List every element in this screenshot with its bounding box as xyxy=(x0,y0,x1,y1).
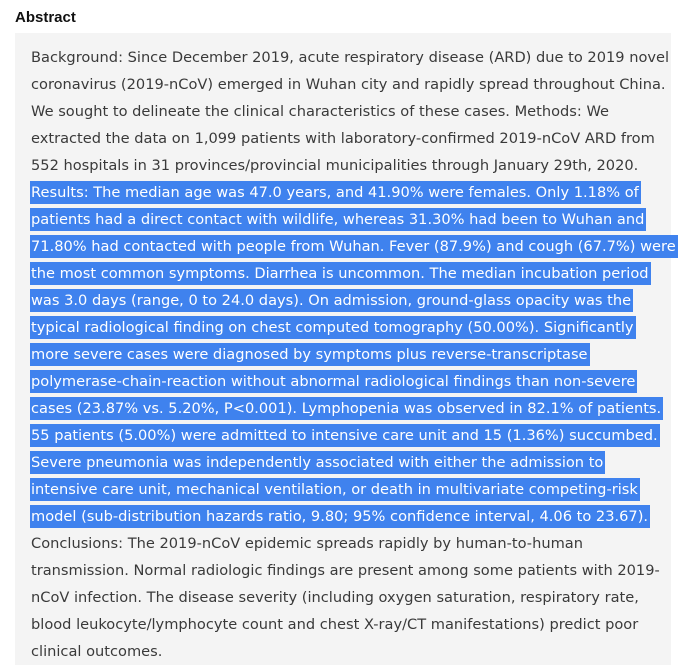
line-text: clinical outcomes. xyxy=(31,643,163,660)
line-text: coronavirus (2019-nCoV) emerged in Wuhan city and rapidly spread throughout China. xyxy=(31,76,666,93)
abstract-line xyxy=(31,530,678,557)
selected-text-line xyxy=(31,233,678,260)
line-text: polymerase-chain-reaction without abnormal radiological findings than non-severe xyxy=(30,370,637,393)
line-text: 55 patients (5.00%) were admitted to intensive care unit and 15 (1.36%) succumbed. xyxy=(30,424,660,447)
selected-text-line xyxy=(31,206,678,233)
selected-text-line xyxy=(31,314,678,341)
line-text: 552 hospitals in 31 provinces/provincial municipalities through January 29th, 2020. xyxy=(31,157,639,174)
line-text: typical radiological finding on chest computed tomography (50.00%). Significantly xyxy=(30,316,636,339)
line-text: transmission. Normal radiologic findings are present among some patients with 2019- xyxy=(31,562,660,579)
selected-text-line xyxy=(31,395,678,422)
selected-text-line xyxy=(31,368,678,395)
line-text: extracted the data on 1,099 patients with laboratory-confirmed 2019-nCoV ARD from xyxy=(31,130,655,147)
line-text: Background: Since December 2019, acute respiratory disease (ARD) due to 2019 novel xyxy=(31,49,670,66)
line-text: intensive care unit, mechanical ventilation, or death in multivariate competing-risk xyxy=(30,478,640,501)
line-text: cases (23.87% vs. 5.20%, P<0.001). Lymphopenia was observed in 82.1% of patients. xyxy=(30,397,663,420)
line-text: patients had a direct contact with wildlife, whereas 31.30% had been to Wuhan and xyxy=(30,208,646,231)
line-text: 71.80% had contacted with people from Wuhan. Fever (87.9%) and cough (67.7%) were xyxy=(30,235,678,258)
line-text: Results: The median age was 47.0 years, and 41.90% were females. Only 1.18% of xyxy=(30,181,641,204)
abstract-line xyxy=(31,125,678,152)
line-text: more severe cases were diagnosed by symptoms plus reverse-transcriptase xyxy=(30,343,590,366)
line-text: nCoV infection. The disease severity (including oxygen saturation, respiratory rate, xyxy=(31,589,639,606)
line-text: Conclusions: The 2019-nCoV epidemic spreads rapidly by human-to-human xyxy=(31,535,583,552)
abstract-line xyxy=(31,611,678,638)
abstract-line xyxy=(31,98,678,125)
abstract-line xyxy=(31,152,678,179)
selected-text-line xyxy=(31,341,678,368)
abstract-line xyxy=(31,71,678,98)
selected-text-line xyxy=(31,287,678,314)
selected-text-line xyxy=(31,179,678,206)
line-text: the most common symptoms. Diarrhea is uncommon. The median incubation period xyxy=(30,262,651,285)
selected-text-line xyxy=(31,260,678,287)
abstract-line xyxy=(31,44,678,71)
abstract-heading: Abstract xyxy=(15,9,76,26)
abstract-line xyxy=(31,584,678,611)
abstract-line xyxy=(31,638,678,665)
selected-text-line xyxy=(31,422,678,449)
line-text: was 3.0 days (range, 0 to 24.0 days). On admission, ground-glass opacity was the xyxy=(30,289,633,312)
line-text: model (sub-distribution hazards ratio, 9.80; 95% confidence interval, 4.06 to 23.67). xyxy=(30,505,650,528)
selected-text-line xyxy=(31,476,678,503)
line-text: Severe pneumonia was independently associated with either the admission to xyxy=(30,451,605,474)
line-text: We sought to delineate the clinical characteristics of these cases. Methods: We xyxy=(31,103,610,120)
line-text: blood leukocyte/lymphocyte count and chest X-ray/CT manifestations) predict poor xyxy=(31,616,639,633)
selected-text-line xyxy=(31,503,678,530)
abstract-line xyxy=(31,557,678,584)
abstract-text[interactable] xyxy=(31,44,678,665)
selected-text-line xyxy=(31,449,678,476)
